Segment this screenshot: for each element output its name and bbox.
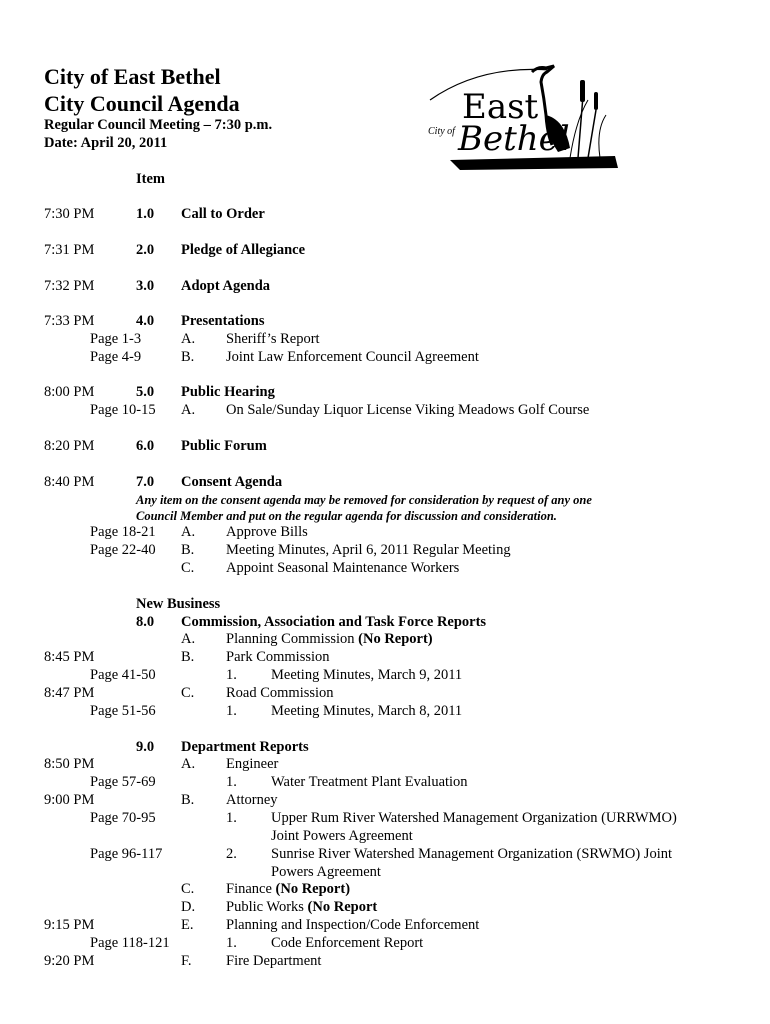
item-5a-page: Page 10-15: [90, 402, 156, 418]
item-9d-letter: D.: [181, 899, 196, 915]
item-1-time: 7:30 PM: [44, 206, 95, 222]
item-4b-page: Page 4-9: [90, 349, 142, 365]
page-title-line1: City of East Bethel: [44, 64, 221, 89]
item-7a-letter: A.: [181, 524, 196, 540]
item-8b1-number: 1.: [226, 667, 237, 683]
item-9a-time: 8:50 PM: [44, 756, 95, 772]
item-9b-time: 9:00 PM: [44, 792, 95, 808]
item-9b2-text-cont: Powers Agreement: [271, 864, 381, 880]
item-8a-letter: A.: [181, 631, 196, 647]
item-9-title: Department Reports: [181, 739, 309, 755]
item-9b-text: Attorney: [226, 792, 278, 808]
item-6-time: 8:20 PM: [44, 438, 95, 454]
item-9c-letter: C.: [181, 881, 195, 897]
item-9f-letter: F.: [181, 953, 192, 969]
item-9d-label: Public Works: [226, 899, 308, 915]
item-9a-letter: A.: [181, 756, 196, 772]
item-9d-status: (No Report: [307, 899, 378, 915]
item-9a1-text: Water Treatment Plant Evaluation: [271, 774, 468, 790]
item-9f-time: 9:20 PM: [44, 953, 95, 969]
item-8-number: 8.0: [136, 614, 155, 630]
item-9e-text: Planning and Inspection/Code Enforcement: [226, 917, 480, 933]
item-8a-label: Planning Commission: [226, 631, 359, 647]
item-9b1-page: Page 70-95: [90, 810, 156, 826]
item-9a1-page: Page 57-69: [90, 774, 156, 790]
item-8b-text: Park Commission: [226, 649, 330, 665]
item-9-number: 9.0: [136, 739, 155, 755]
item-7-time: 8:40 PM: [44, 474, 95, 490]
item-9b-letter: B.: [181, 792, 195, 808]
item-8c-text: Road Commission: [226, 685, 334, 701]
item-2-time: 7:31 PM: [44, 242, 95, 258]
new-business-heading: New Business: [136, 596, 221, 612]
item-7b-page: Page 22-40: [90, 542, 156, 558]
item-4-number: 4.0: [136, 313, 155, 329]
item-9a-text: Engineer: [226, 756, 279, 772]
item-9b2-text: Sunrise River Watershed Management Organization (SRWMO) Joint: [271, 846, 673, 862]
item-4-title: Presentations: [181, 313, 265, 329]
item-8c1-number: 1.: [226, 703, 237, 719]
item-8a-status: (No Report): [358, 631, 433, 647]
item-9e1-page: Page 118-121: [90, 935, 170, 951]
item-9b1-text: Upper Rum River Watershed Management Organization (URRWMO): [271, 810, 677, 826]
item-7b-letter: B.: [181, 542, 195, 558]
item-4a-text: Sheriff’s Report: [226, 331, 320, 347]
item-9d-text: [226, 898, 377, 916]
item-9e-letter: E.: [181, 917, 194, 933]
item-3-time: 7:32 PM: [44, 278, 95, 294]
item-9a1-number: 1.: [226, 774, 237, 790]
item-4a-page: Page 1-3: [90, 331, 142, 347]
item-8b1-text: Meeting Minutes, March 9, 2011: [271, 667, 463, 683]
item-9e-time: 9:15 PM: [44, 917, 95, 933]
item-2-number: 2.0: [136, 242, 155, 258]
item-7b-text: Meeting Minutes, April 6, 2011 Regular Meeting: [226, 542, 511, 558]
consent-note-line2: Council Member and put on the regular agenda for discussion and consideration.: [136, 509, 557, 523]
city-logo: [420, 60, 620, 175]
item-8-title: Commission, Association and Task Force Reports: [181, 614, 487, 630]
item-8a-text: [226, 630, 433, 648]
item-7c-letter: C.: [181, 560, 195, 576]
item-5a-letter: A.: [181, 402, 196, 418]
item-1-number: 1.0: [136, 206, 155, 222]
item-6-number: 6.0: [136, 438, 155, 454]
item-9b1-text-cont: Joint Powers Agreement: [271, 828, 413, 844]
item-9c-status: (No Report): [275, 881, 351, 897]
item-9c-label: Finance: [226, 881, 276, 897]
item-3-title: Adopt Agenda: [181, 278, 271, 294]
item-4b-letter: B.: [181, 349, 195, 365]
item-9c-text: [226, 880, 350, 898]
item-9e1-text: Code Enforcement Report: [271, 935, 424, 951]
meeting-type: Regular Council Meeting – 7:30 p.m.: [44, 117, 273, 133]
item-8c-time: 8:47 PM: [44, 685, 95, 701]
item-9f-text: Fire Department: [226, 953, 322, 969]
item-9e1-number: 1.: [226, 935, 237, 951]
item-5-time: 8:00 PM: [44, 384, 95, 400]
item-9b2-number: 2.: [226, 846, 237, 862]
item-5a-text: On Sale/Sunday Liquor License Viking Meadows Golf Course: [226, 402, 590, 418]
item-7-title: Consent Agenda: [181, 474, 283, 490]
item-4a-letter: A.: [181, 331, 196, 347]
item-column-heading: Item: [136, 171, 165, 187]
consent-note-line1: Any item on the consent agenda may be removed for consideration by request of any one: [136, 493, 592, 507]
logo-word-city-of: City of: [428, 126, 455, 137]
item-8c1-text: Meeting Minutes, March 8, 2011: [271, 703, 463, 719]
item-9b1-number: 1.: [226, 810, 237, 826]
item-8c-letter: C.: [181, 685, 195, 701]
page-title-line2: City Council Agenda: [44, 91, 240, 116]
item-7c-text: Appoint Seasonal Maintenance Workers: [226, 560, 460, 576]
logo-word-east: East: [462, 87, 539, 127]
logo-word-bethel: Bethel: [458, 119, 570, 159]
meeting-date: Date: April 20, 2011: [44, 135, 168, 151]
item-8b-letter: B.: [181, 649, 195, 665]
item-8c1-page: Page 51-56: [90, 703, 156, 719]
item-1-title: Call to Order: [181, 206, 265, 222]
item-8b-time: 8:45 PM: [44, 649, 95, 665]
item-7a-text: Approve Bills: [226, 524, 308, 540]
item-7a-page: Page 18-21: [90, 524, 156, 540]
item-5-title: Public Hearing: [181, 384, 275, 400]
item-8b1-page: Page 41-50: [90, 667, 156, 683]
item-4b-text: Joint Law Enforcement Council Agreement: [226, 349, 479, 365]
item-6-title: Public Forum: [181, 438, 267, 454]
item-4-time: 7:33 PM: [44, 313, 95, 329]
item-9b2-page: Page 96-117: [90, 846, 163, 862]
item-7-number: 7.0: [136, 474, 155, 490]
item-3-number: 3.0: [136, 278, 155, 294]
item-5-number: 5.0: [136, 384, 155, 400]
item-2-title: Pledge of Allegiance: [181, 242, 306, 258]
